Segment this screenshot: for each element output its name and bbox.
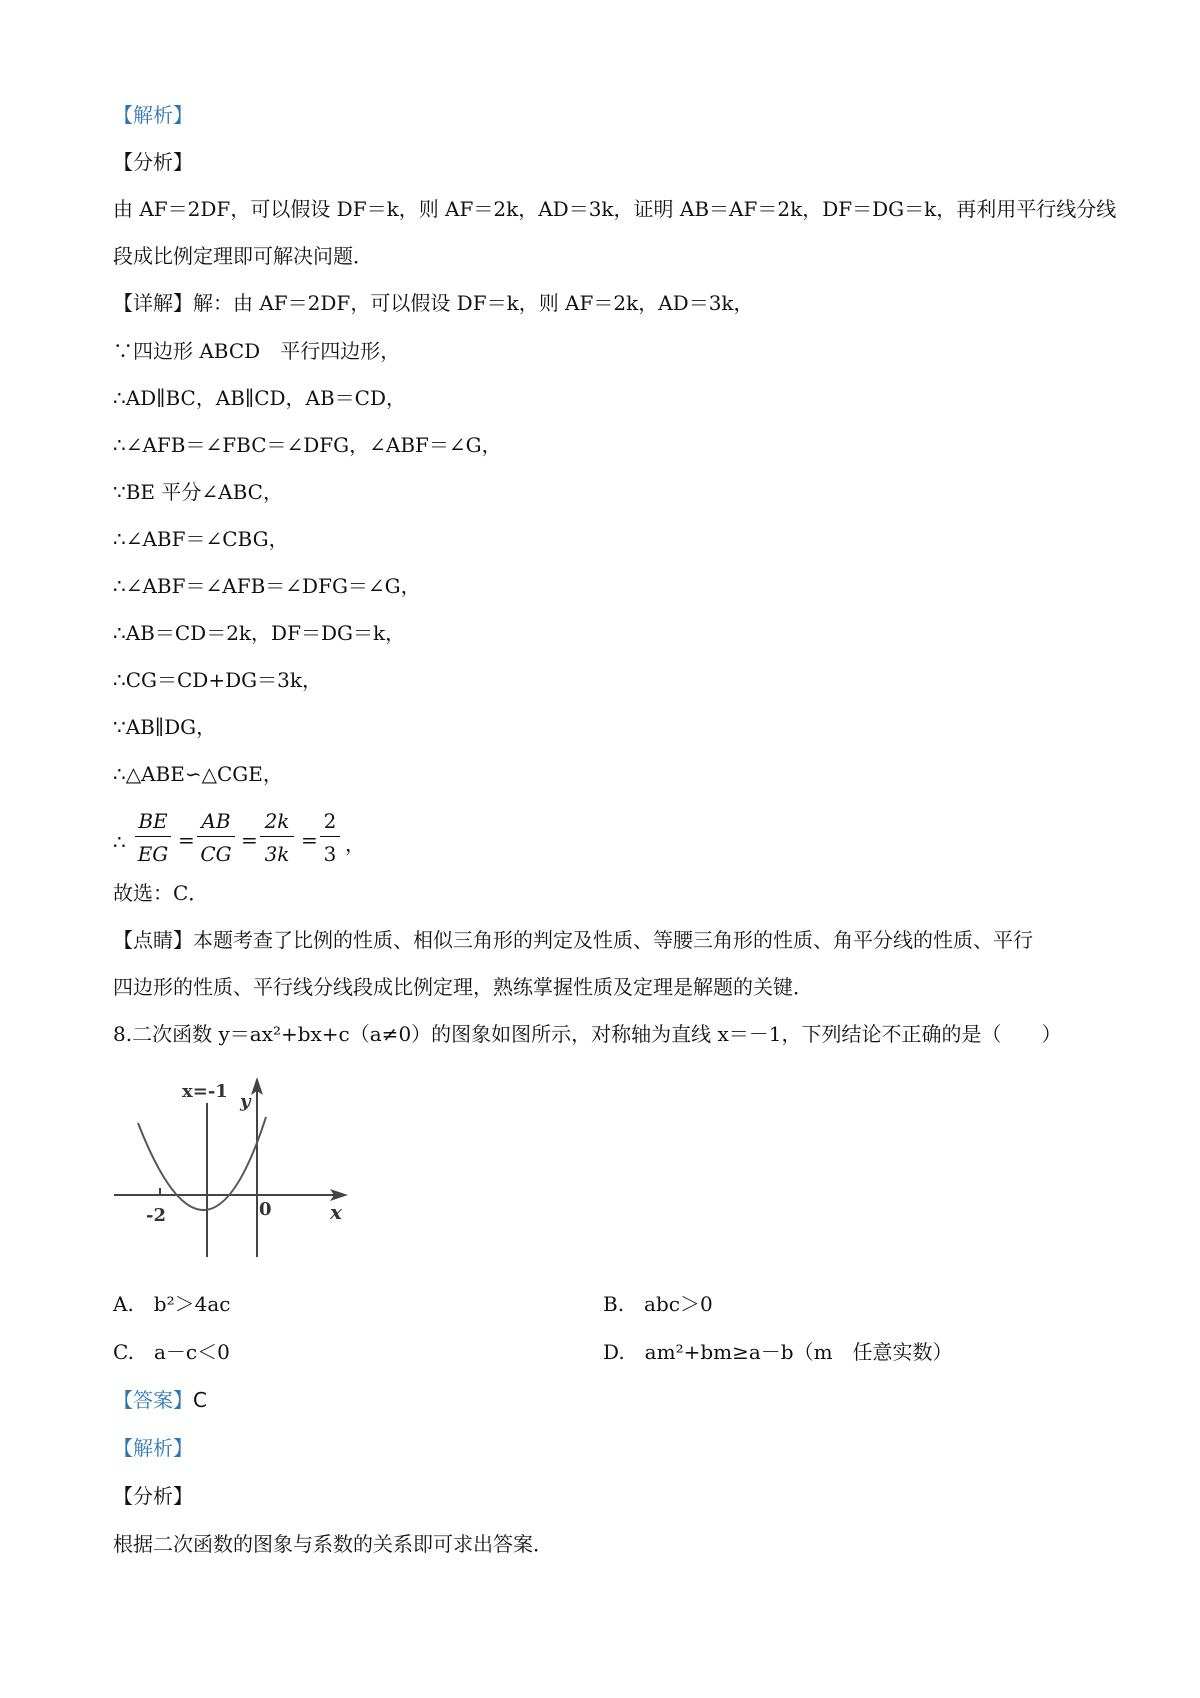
final-analysis-line: 根据二次函数的图象与系数的关系即可求出答案．: [113, 1532, 553, 1556]
step-line: ∴∠AFB＝∠FBC＝∠DFG，∠ABF＝∠G，: [113, 433, 502, 457]
step-line: ∴∠ABF＝∠AFB＝∠DFG＝∠G，: [113, 574, 421, 598]
step-line: ∴∠ABF＝∠CBG，: [113, 527, 289, 551]
fraction-equation: [113, 808, 413, 874]
analysis-subheader: 【分析】: [113, 150, 193, 174]
analysis-text-line-1: 由 AF＝2DF，可以假设 DF＝k，则 AF＝2k，AD＝3k，证明 AB＝AF＝2k，DF＝DG＝k，再利用平行线分线: [113, 197, 1117, 221]
analysis-subheader-2: 【分析】: [113, 1484, 193, 1508]
equals-sign: =: [301, 828, 318, 852]
step-line: ∴CG＝CD+DG＝3k，: [113, 668, 322, 692]
fraction-tail: ，: [345, 832, 365, 856]
step-line: ∴AB＝CD＝2k，DF＝DG＝k，: [113, 621, 406, 645]
x-axis-label: x: [330, 1200, 342, 1224]
answer-line: [113, 1388, 207, 1412]
analysis-text-line-2: 段成比例定理即可解决问题．: [113, 244, 373, 268]
therefore-symbol: ∴: [113, 830, 126, 854]
option-c: C. a－c＜0: [113, 1340, 230, 1364]
fraction-be-eg: BE EG: [135, 808, 171, 867]
option-d: D. am²+bm≥a－b（m 任意实数）: [603, 1340, 953, 1364]
step-line: ∴△ABE∽△CGE，: [113, 762, 283, 786]
choose-line: 故选：C．: [113, 881, 209, 905]
step-line: ∵AB∥DG，: [113, 715, 217, 739]
symmetry-line-label: x=-1: [182, 1081, 228, 1102]
question-8: 8.二次函数 y＝ax²+bx+c（a≠0）的图象如图所示，对称轴为直线 x＝－1，下列结论不正确的是（ ）: [113, 1022, 1062, 1046]
option-a: A. b²＞4ac: [113, 1292, 231, 1316]
analysis-header: 【解析】: [113, 103, 193, 127]
comment-line-2: 四边形的性质、平行线分线段成比例定理，熟练掌握性质及定理是解题的关键．: [113, 975, 813, 999]
comment-line-1: 【点睛】本题考查了比例的性质、相似三角形的判定及性质、等腰三角形的性质、角平分线的性质、平行: [113, 928, 1033, 952]
analysis-header-2: 【解析】: [113, 1436, 193, 1460]
detail-line: 【详解】解：由 AF＝2DF，可以假设 DF＝k，则 AF＝2k，AD＝3k，: [113, 291, 754, 315]
fraction-2k-3k: 2k 3k: [260, 808, 294, 867]
step-line: ∵BE 平分∠ABC，: [113, 480, 283, 504]
tick-label-neg2: -2: [146, 1205, 166, 1226]
equals-sign: =: [178, 828, 195, 852]
equals-sign: =: [241, 828, 258, 852]
parabola-graph: [108, 1065, 358, 1265]
answer-label: 【答案】: [113, 1388, 193, 1412]
y-axis-label: y: [240, 1091, 251, 1112]
fraction-ab-cg: AB CG: [197, 808, 235, 867]
fraction-2-3: 2 3: [320, 808, 340, 867]
parabola-curve: [138, 1117, 266, 1210]
answer-value: C: [193, 1388, 207, 1412]
step-line: ∵四边形 ABCD 平行四边形，: [113, 339, 401, 363]
origin-label: 0: [259, 1199, 272, 1220]
step-line: ∴AD∥BC，AB∥CD，AB＝CD，: [113, 386, 407, 410]
option-b: B. abc＞0: [603, 1292, 713, 1316]
